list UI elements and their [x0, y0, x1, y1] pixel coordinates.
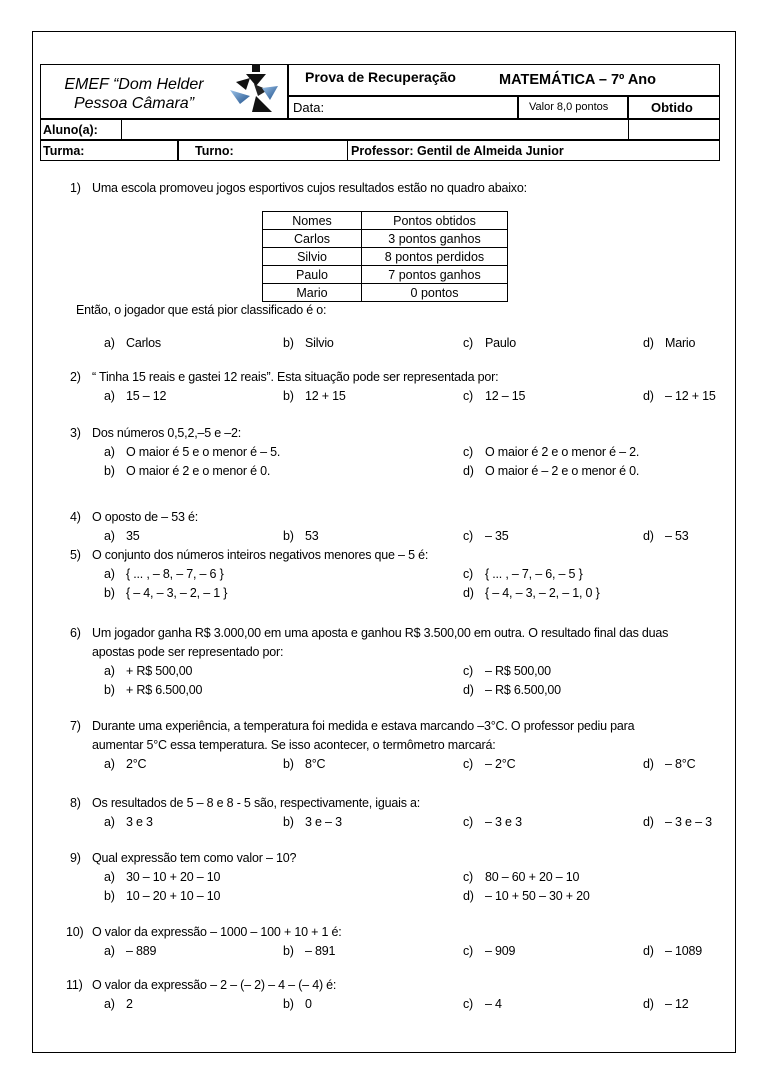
exam-title: Prova de Recuperação [305, 69, 456, 85]
question-number: 10) [66, 925, 84, 939]
value-label: Valor 8,0 pontos [529, 101, 609, 113]
option-text: – R$ 500,00 [485, 664, 551, 678]
option-text: { ... , – 7, – 6, – 5 } [485, 567, 583, 581]
option-letter: a) [104, 567, 115, 581]
q6-option-d[interactable] [463, 683, 561, 697]
option-text: – 12 [665, 997, 689, 1011]
option-letter: c) [463, 336, 474, 350]
option-text: Carlos [126, 336, 161, 350]
question-number: 5) [70, 548, 81, 562]
option-letter: c) [463, 664, 474, 678]
option-letter: d) [463, 889, 474, 903]
teacher-label: Professor: Gentil de Almeida Junior [351, 144, 564, 158]
option-letter: c) [463, 567, 474, 581]
option-letter: d) [643, 815, 654, 829]
shift-label: Turno: [195, 144, 234, 158]
option-letter: c) [463, 757, 474, 771]
table-header-row [263, 212, 508, 230]
option-text: 12 – 15 [485, 389, 526, 403]
q8-option-d[interactable] [643, 815, 712, 829]
class-cell [40, 140, 178, 161]
table-cell: Mario [263, 284, 362, 302]
option-letter: c) [463, 997, 474, 1011]
q11-option-a[interactable] [104, 997, 133, 1011]
option-letter: a) [104, 664, 115, 678]
q7-option-c[interactable] [463, 757, 515, 771]
q2-option-a[interactable] [104, 389, 166, 403]
subject-title: MATEMÁTICA – 7º Ano [499, 72, 657, 88]
q4-option-a[interactable] [104, 529, 140, 543]
obtained-cell [628, 96, 720, 119]
q1-option-c[interactable] [463, 336, 516, 350]
table-cell: 3 pontos ganhos [362, 230, 508, 248]
option-text: 12 + 15 [305, 389, 346, 403]
q3-option-d[interactable] [463, 464, 639, 478]
q11-option-d[interactable] [643, 997, 689, 1011]
option-letter: c) [463, 815, 474, 829]
q3-option-b[interactable] [104, 464, 270, 478]
q3-option-a[interactable] [104, 445, 280, 459]
option-text: 8°C [305, 757, 326, 771]
q9-option-a[interactable] [104, 870, 220, 884]
table-cell: Silvio [263, 248, 362, 266]
table-row [263, 266, 508, 284]
option-letter: c) [463, 529, 474, 543]
option-letter: d) [463, 464, 474, 478]
q5-option-b[interactable] [104, 586, 227, 600]
option-text: 0 [305, 997, 312, 1011]
student-row [40, 119, 720, 140]
class-label: Turma: [43, 144, 85, 158]
option-text: 15 – 12 [126, 389, 167, 403]
student-label: Aluno(a): [43, 123, 98, 137]
option-text: – 12 + 15 [665, 389, 716, 403]
option-letter: b) [104, 586, 115, 600]
option-text: – 3 e 3 [485, 815, 522, 829]
option-letter: c) [463, 445, 474, 459]
option-letter: d) [643, 944, 654, 958]
option-text: + R$ 6.500,00 [126, 683, 203, 697]
option-letter: a) [104, 944, 115, 958]
question-text: Os resultados de 5 – 8 e 8 - 5 são, respectivamente, iguais a: [92, 796, 421, 810]
table-header-cell: Pontos obtidos [362, 212, 508, 230]
student-end-cell [628, 119, 720, 140]
question-number: 2) [70, 370, 81, 384]
student-label-cell [40, 119, 122, 140]
value-cell [518, 96, 628, 119]
option-letter: a) [104, 389, 115, 403]
table-header-cell: Nomes [263, 212, 362, 230]
table-cell: 7 pontos ganhos [362, 266, 508, 284]
option-letter: a) [104, 997, 115, 1011]
q2-option-c[interactable] [463, 389, 525, 403]
q1-option-a[interactable] [104, 336, 161, 350]
option-letter: d) [463, 683, 474, 697]
option-letter: b) [283, 336, 294, 350]
q10-option-b[interactable] [283, 944, 335, 958]
q5-option-c[interactable] [463, 567, 583, 581]
option-letter: c) [463, 944, 474, 958]
option-letter: b) [283, 389, 294, 403]
q9-option-b[interactable] [104, 889, 220, 903]
q4-option-b[interactable] [283, 529, 319, 543]
option-text: O maior é 2 e o menor é – 2. [485, 445, 640, 459]
table-cell: 0 pontos [362, 284, 508, 302]
option-letter: d) [643, 336, 654, 350]
q5-option-a[interactable] [104, 567, 224, 581]
option-letter: b) [104, 464, 115, 478]
option-text: – 8°C [665, 757, 696, 771]
option-text: { ... , – 8, – 7, – 6 } [126, 567, 224, 581]
table-row [263, 230, 508, 248]
option-letter: d) [643, 389, 654, 403]
option-text: { – 4, – 3, – 2, – 1, 0 } [485, 586, 600, 600]
question-number: 3) [70, 426, 81, 440]
option-text: – 889 [126, 944, 157, 958]
option-letter: a) [104, 336, 115, 350]
option-letter: d) [463, 586, 474, 600]
question-text: O conjunto dos números inteiros negativos menores que – 5 é: [92, 548, 429, 562]
option-text: – 1089 [665, 944, 703, 958]
option-text: O maior é – 2 e o menor é 0. [485, 464, 640, 478]
question-1 [70, 181, 527, 195]
option-text: – 53 [665, 529, 689, 543]
option-letter: a) [104, 870, 115, 884]
option-text: Mario [665, 336, 696, 350]
option-text: Paulo [485, 336, 516, 350]
question-number: 8) [70, 796, 81, 810]
option-letter: a) [104, 757, 115, 771]
q11-option-c[interactable] [463, 997, 502, 1011]
q3-option-c[interactable] [463, 445, 639, 459]
q6-option-b[interactable] [104, 683, 202, 697]
school-line-2: Pessoa Câmara” [73, 95, 195, 112]
q7-option-a[interactable] [104, 757, 146, 771]
option-text: – 35 [485, 529, 509, 543]
question-text: Durante uma experiência, a temperatura foi medida e estava marcando –3°C. O professor pediu para [92, 719, 635, 733]
option-letter: b) [283, 944, 294, 958]
q8-option-c[interactable] [463, 815, 522, 829]
shift-cell [178, 140, 348, 161]
question-text: “ Tinha 15 reais e gastei 12 reais”. Esta situação pode ser representada por: [92, 370, 499, 384]
option-text: – 891 [305, 944, 336, 958]
question-text: Uma escola promoveu jogos esportivos cujos resultados estão no quadro abaixo: [92, 181, 527, 195]
q1-option-b[interactable] [283, 336, 334, 350]
option-letter: b) [283, 815, 294, 829]
option-text: 35 [126, 529, 140, 543]
table-row [263, 284, 508, 302]
date-label: Data: [293, 100, 325, 115]
option-text: 10 – 20 + 10 – 10 [126, 889, 221, 903]
question-text: Qual expressão tem como valor – 10? [92, 851, 297, 865]
question-text: Um jogador ganha R$ 3.000,00 em uma aposta e ganhou R$ 3.500,00 em outra. O resultado final das duas [92, 626, 669, 640]
table-cell: Paulo [263, 266, 362, 284]
question-number: 4) [70, 510, 81, 524]
question-number: 1) [70, 181, 81, 195]
question-text: O valor da expressão – 2 – (– 2) – 4 – (– 4) é: [92, 978, 337, 992]
option-letter: d) [643, 997, 654, 1011]
q6-option-a[interactable] [104, 664, 192, 678]
q2-option-d[interactable] [643, 389, 716, 403]
q5-option-d[interactable] [463, 586, 600, 600]
option-text: 2 [126, 997, 133, 1011]
question-text: Dos números 0,5,2,–5 e –2: [92, 426, 242, 440]
option-text: – 4 [485, 997, 502, 1011]
question-text: O oposto de – 53 é: [92, 510, 199, 524]
option-letter: b) [104, 683, 115, 697]
option-letter: c) [463, 389, 474, 403]
q4-option-d[interactable] [643, 529, 689, 543]
option-letter: c) [463, 870, 474, 884]
option-text: 80 – 60 + 20 – 10 [485, 870, 580, 884]
option-text: O maior é 2 e o menor é 0. [126, 464, 271, 478]
option-letter: a) [104, 445, 115, 459]
school-line-1: EMEF “Dom Helder [64, 76, 204, 93]
option-text: 53 [305, 529, 319, 543]
question-text: aumentar 5°C essa temperatura. Se isso acontecer, o termômetro marcará: [92, 738, 496, 752]
option-letter: b) [283, 757, 294, 771]
q7-option-b[interactable] [283, 757, 325, 771]
option-text: 3 e 3 [126, 815, 153, 829]
table-cell: 8 pontos perdidos [362, 248, 508, 266]
option-letter: d) [643, 529, 654, 543]
option-text: – 10 + 50 – 30 + 20 [485, 889, 590, 903]
school-name [59, 75, 209, 113]
question-text: O valor da expressão – 1000 – 100 + 10 + 1 é: [92, 925, 342, 939]
q1-option-d[interactable] [643, 336, 695, 350]
q6-option-c[interactable] [463, 664, 551, 678]
obtained-label: Obtido [651, 100, 693, 115]
q8-option-a[interactable] [104, 815, 153, 829]
q7-option-d[interactable] [643, 757, 695, 771]
date-field[interactable] [288, 96, 518, 119]
option-letter: b) [283, 529, 294, 543]
q9-option-c[interactable] [463, 870, 579, 884]
option-text: + R$ 500,00 [126, 664, 193, 678]
option-letter: b) [283, 997, 294, 1011]
option-text: – R$ 6.500,00 [485, 683, 561, 697]
option-letter: b) [104, 889, 115, 903]
table-cell: Carlos [263, 230, 362, 248]
question-number: 6) [70, 626, 81, 640]
option-letter: a) [104, 815, 115, 829]
option-text: – 2°C [485, 757, 516, 771]
option-text: { – 4, – 3, – 2, – 1 } [126, 586, 228, 600]
q8-option-b[interactable] [283, 815, 342, 829]
option-text: O maior é 5 e o menor é – 5. [126, 445, 281, 459]
option-text: Silvio [305, 336, 334, 350]
option-text: 30 – 10 + 20 – 10 [126, 870, 221, 884]
q9-option-d[interactable] [463, 889, 590, 903]
question-number: 7) [70, 719, 81, 733]
question-number: 9) [70, 851, 81, 865]
question-number: 11) [66, 978, 83, 992]
option-text: – 3 e – 3 [665, 815, 712, 829]
question-1-followup: Então, o jogador que está pior classificado é o: [76, 303, 327, 317]
option-text: 3 e – 3 [305, 815, 342, 829]
title-cell [288, 64, 720, 96]
option-letter: a) [104, 529, 115, 543]
question-text: apostas pode ser representado por: [92, 645, 284, 659]
table-row [263, 248, 508, 266]
q2-option-b[interactable] [283, 389, 346, 403]
q10-option-a[interactable] [104, 944, 156, 958]
q4-option-c[interactable] [463, 529, 509, 543]
q10-option-d[interactable] [643, 944, 702, 958]
option-text: – 909 [485, 944, 516, 958]
scores-table [262, 211, 508, 302]
q10-option-c[interactable] [463, 944, 515, 958]
option-text: 2°C [126, 757, 147, 771]
q11-option-b[interactable] [283, 997, 312, 1011]
option-letter: d) [643, 757, 654, 771]
tangram-runner-logo [228, 60, 284, 116]
